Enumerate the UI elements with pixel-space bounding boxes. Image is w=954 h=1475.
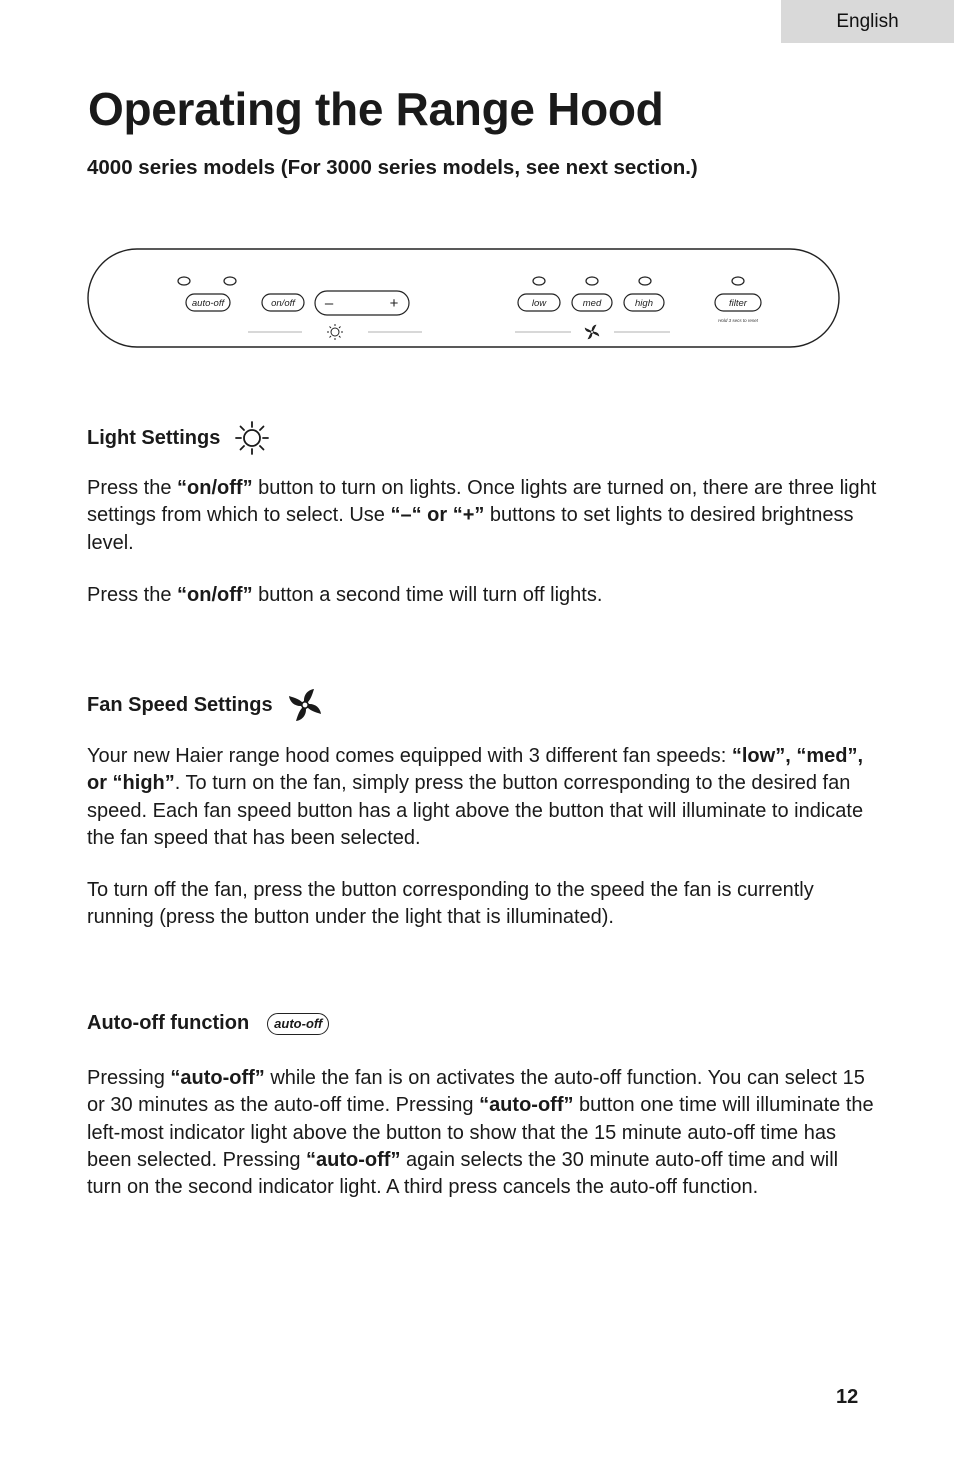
plus-button-label[interactable]: +: [389, 295, 399, 312]
fan-speeds-term: “low”, “med”, or “high”: [87, 745, 863, 795]
med-button-label[interactable]: med: [582, 298, 602, 309]
fan-settings-heading: [87, 685, 325, 725]
indicator-light-low: [533, 277, 545, 285]
light-paragraph-1: Press the “on/off” button to turn on lights. Once lights are turned on, there are three light settings from which to select. Use “–“ or “+” buttons to set lights to desired brightness level.: [87, 477, 877, 554]
auto-off-paragraph: Pressing “auto-off” while the fan is on activates the auto-off function. You can select 15 or 30 minutes as the auto-off time. Pressing “auto-off” button one time will illuminate the left-most indicator light above the button to show that the 15 minute auto-off time has been selected. Pressing “auto-off” again selects the 30 minute auto-off time and will turn on the second indicator light. A third press cancels the auto-off function.: [87, 1067, 874, 1199]
light-icon: [327, 324, 343, 340]
indicator-light-med: [586, 277, 598, 285]
auto-off-term: “auto-off”: [170, 1067, 265, 1089]
fan-icon: [585, 325, 599, 339]
language-tab[interactable]: English: [781, 0, 954, 43]
minus-button-label[interactable]: –: [324, 295, 334, 312]
filter-button-label[interactable]: filter: [729, 298, 747, 309]
auto-off-term: “auto-off”: [479, 1094, 574, 1117]
auto-off-term: “auto-off”: [306, 1148, 401, 1171]
fan-settings-title: Fan Speed Settings: [87, 693, 273, 716]
light-icon: [232, 418, 272, 458]
auto-off-pill-icon: auto-off: [267, 1013, 329, 1035]
page-number: 12: [836, 1386, 859, 1408]
minus-plus-term: “–“ or “+”: [390, 504, 485, 527]
indicator-light-auto-off-1: [178, 277, 190, 285]
light-settings-title: Light Settings: [87, 426, 221, 449]
on-off-term: “on/off”: [177, 584, 253, 606]
indicator-light-auto-off-2: [224, 277, 236, 285]
page-subtitle: 4000 series models (For 3000 series models, see next section.): [87, 156, 698, 179]
page-title: Operating the Range Hood: [88, 83, 664, 135]
light-settings-heading: [87, 418, 272, 458]
fan-paragraph-1: Your new Haier range hood comes equipped with 3 different fan speeds: “low”, “med”, or “high”. To turn on the fan, simply press the button corresponding to the desired fan speed. Each fan speed button has a light above the button that will illuminate to indicate the fan speed that has been selected.: [87, 745, 864, 849]
auto-off-button-label[interactable]: auto-off: [191, 298, 225, 309]
on-off-button-label[interactable]: on/off: [271, 298, 295, 309]
fan-paragraph-2: To turn off the fan, press the button corresponding to the speed the fan is currently running (press the button under the light that is illuminated).: [87, 879, 814, 929]
filter-reset-note: Hold 3 secs to reset: [718, 318, 758, 323]
indicator-light-high: [639, 277, 651, 285]
high-button-label[interactable]: high: [635, 298, 653, 309]
auto-off-heading: [87, 1012, 329, 1035]
control-panel-diagram: [86, 215, 856, 375]
low-button-label[interactable]: low: [531, 298, 547, 309]
fan-icon: [285, 685, 325, 725]
indicator-light-filter: [732, 277, 744, 285]
auto-off-title: Auto-off function: [87, 1012, 250, 1034]
light-paragraph-2: Press the “on/off” button a second time will turn off lights.: [87, 584, 603, 606]
on-off-term: “on/off”: [177, 477, 253, 499]
